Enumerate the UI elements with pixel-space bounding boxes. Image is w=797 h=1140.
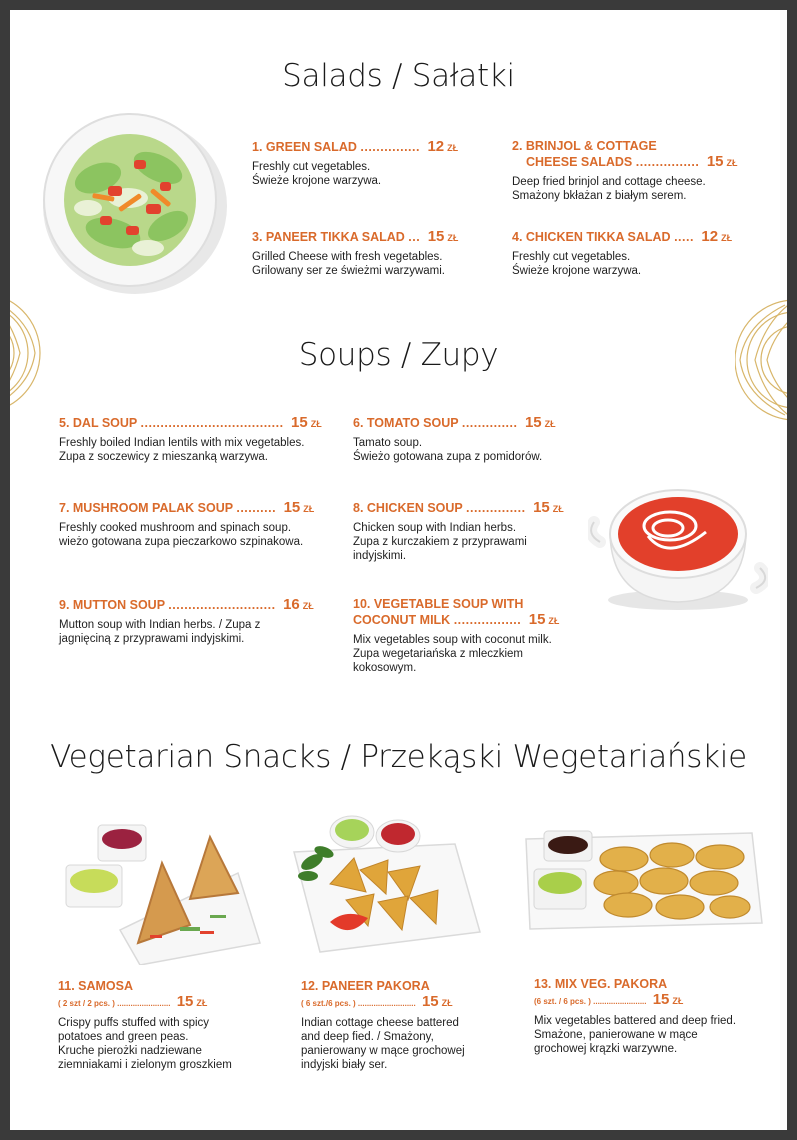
desc-line-en: Mix vegetables soup with coconut milk.: [353, 634, 552, 646]
item-name-line1: 10. VEGETABLE SOUP WITH: [353, 597, 524, 611]
item-quantity: ( 6 szt./6 pcs. ): [301, 999, 356, 1008]
item-description: [353, 521, 623, 563]
menu-item-paneer-tikka-salad: [252, 229, 522, 278]
item-title: [353, 500, 623, 517]
item-dots: ...............: [360, 140, 420, 154]
desc-line-en: Mutton soup with Indian herbs. / Zupa z: [59, 619, 261, 631]
item-description: [59, 436, 349, 464]
item-name-line1: 2. BRINJOL & COTTAGE: [512, 139, 657, 153]
desc-line-pl-cont: grochowej krązki warzywne.: [534, 1043, 678, 1055]
snacks-section-title: Vegetarian Snacks / Przekąski Wegetariańskie: [50, 739, 747, 775]
item-dots: ...........................: [168, 598, 276, 612]
item-name: 7. MUSHROOM PALAK SOUP: [59, 501, 233, 515]
item-price: 15: [283, 499, 301, 516]
item-currency: ZŁ: [196, 998, 208, 1008]
desc-line-pl: Kruche pierożki nadziewane: [58, 1045, 202, 1057]
green-salad-photo: [38, 108, 228, 298]
item-description: [301, 1016, 531, 1072]
soups-section-title: Soups / Zupy: [298, 337, 499, 373]
desc-line-pl: Świeże krojone warzywa.: [512, 265, 642, 277]
item-title: [59, 500, 349, 517]
item-dots: ..........: [236, 501, 277, 515]
item-description: [252, 160, 522, 188]
desc-line-en-cont: potatoes and green peas.: [58, 1031, 189, 1043]
item-name: 11. SAMOSA: [58, 979, 134, 993]
item-quantity-line: [534, 992, 774, 1010]
tomato-soup-photo: [588, 472, 768, 622]
item-dots: ........................: [593, 997, 647, 1006]
item-description: [512, 250, 782, 278]
item-name: 13. MIX VEG. PAKORA: [534, 977, 668, 991]
item-title: [59, 597, 349, 614]
item-price: 15: [421, 993, 439, 1010]
menu-item-vegetable-soup-coconut-milk: [353, 597, 623, 675]
desc-line-pl: Zupa wegetariańska z mleczkiem: [353, 648, 524, 660]
item-dots: ....................................: [140, 416, 284, 430]
desc-line-en: Freshly cooked mushroom and spinach soup.: [59, 522, 292, 534]
item-currency: ZŁ: [672, 996, 684, 1006]
item-quantity-line: [301, 994, 531, 1012]
desc-line-pl: Świeżo gotowana zupa z pomidorów.: [353, 451, 543, 463]
item-title: [252, 229, 522, 246]
desc-line-en: Deep fried brinjol and cottage cheese.: [512, 176, 706, 188]
item-currency: ZŁ: [302, 601, 314, 611]
salads-section-title: Salads / Sałatki: [282, 58, 515, 94]
menu-item-paneer-pakora: [301, 979, 531, 1072]
desc-line-en: Freshly cut vegetables.: [512, 251, 631, 263]
item-title: [59, 415, 349, 432]
paneer-pakora-photo: [290, 800, 485, 960]
item-description: [512, 175, 782, 203]
item-title: [252, 139, 522, 156]
item-dots: ................: [635, 155, 700, 169]
desc-line-en: Freshly cut vegetables.: [252, 161, 371, 173]
menu-item-samosa: [58, 979, 298, 1072]
desc-line-pl: Świeże krojone warzywa.: [252, 175, 382, 187]
item-price: 15: [533, 499, 550, 516]
item-currency: ZŁ: [447, 143, 459, 153]
item-dots: ...............: [466, 501, 526, 515]
desc-line-3: panierowany w mące grochowej: [301, 1045, 465, 1057]
menu-item-green-salad: [252, 139, 522, 188]
samosa-photo: [60, 815, 265, 965]
item-description: [59, 618, 349, 646]
item-dots: ...: [408, 230, 421, 244]
desc-line-pl: Smażone, panierowane w mące: [534, 1029, 698, 1041]
menu-page: [10, 10, 787, 1130]
menu-item-mutton-soup: [59, 597, 349, 646]
item-description: [252, 250, 522, 278]
item-price: 15: [524, 414, 542, 431]
item-currency: ZŁ: [548, 616, 560, 626]
desc-line-4: indyjski biały ser.: [301, 1059, 388, 1071]
desc-line-pl-cont: kokosowym.: [353, 662, 417, 674]
item-currency: ZŁ: [447, 233, 459, 243]
menu-item-tomato-soup: [353, 415, 623, 464]
item-currency: ZŁ: [310, 419, 322, 429]
item-quantity-line: [58, 994, 298, 1012]
item-price: 15: [528, 611, 546, 628]
item-title: [353, 415, 623, 432]
item-currency: ZŁ: [721, 233, 733, 243]
desc-line-pl: Zupa z kurczakiem z przyprawami: [353, 536, 527, 548]
desc-line-2: and deep fied. / Smażony,: [301, 1031, 434, 1043]
item-quantity: (6 szt. / 6 pcs. ): [534, 997, 591, 1006]
item-dots: .................: [453, 613, 522, 627]
item-price: 15: [652, 991, 670, 1008]
menu-item-chicken-tikka-salad: [512, 229, 782, 278]
item-name: 8. CHICKEN SOUP: [353, 501, 463, 515]
desc-line-pl-cont: indyjskimi.: [353, 550, 407, 562]
item-name: 3. PANEER TIKKA SALAD: [252, 230, 405, 244]
item-title: [512, 139, 782, 171]
item-dots: .....: [674, 230, 694, 244]
item-description: [58, 1016, 298, 1072]
item-name-line2: COCONUT MILK: [353, 613, 451, 627]
item-dots: ..........................: [357, 999, 416, 1008]
item-quantity: ( 2 szt / 2 pcs. ): [58, 999, 115, 1008]
item-title: [512, 229, 782, 246]
desc-line-en: Grilled Cheese with fresh vegetables.: [252, 251, 443, 263]
desc-line-en: Freshly boiled Indian lentils with mix vegetables.: [59, 437, 305, 449]
desc-line-en: Tamato soup.: [353, 437, 423, 449]
item-price: 12: [701, 228, 719, 245]
item-price: 16: [283, 596, 300, 613]
desc-line-en: Crispy puffs stuffed with spicy: [58, 1017, 210, 1029]
desc-line-pl: Grilowany ser ze świeżmi warzywami.: [252, 265, 445, 277]
item-name: 5. DAL SOUP: [59, 416, 138, 430]
item-currency: ZŁ: [544, 419, 556, 429]
item-description: [59, 521, 349, 549]
menu-item-mix-veg-pakora: [534, 977, 774, 1056]
item-price: 15: [427, 228, 445, 245]
item-currency: ZŁ: [726, 158, 738, 168]
item-price: 12: [427, 138, 445, 155]
menu-item-dal-soup: [59, 415, 349, 464]
desc-line-en: Chicken soup with Indian herbs.: [353, 522, 517, 534]
item-name: 6. TOMATO SOUP: [353, 416, 459, 430]
item-name: 1. GREEN SALAD: [252, 140, 357, 154]
menu-item-chicken-soup: [353, 500, 623, 563]
desc-line-pl: jagnięciną z przyprawami indyjskimi.: [59, 633, 245, 645]
desc-line-pl: Smażony bkłażan z białym serem.: [512, 190, 687, 202]
item-title: [353, 597, 623, 629]
item-price: 15: [706, 153, 724, 170]
item-description: [353, 436, 623, 464]
item-name: 4. CHICKEN TIKKA SALAD: [512, 230, 671, 244]
mix-veg-pakora-photo: [524, 825, 764, 935]
desc-line-pl: wieżo gotowana zupa pieczarkowo szpinakowa.: [59, 536, 304, 548]
item-description: [534, 1014, 774, 1056]
item-dots: ..............: [461, 416, 518, 430]
item-name: 12. PANEER PAKORA: [301, 979, 430, 993]
item-name: 9. MUTTON SOUP: [59, 598, 165, 612]
item-currency: ZŁ: [441, 998, 453, 1008]
menu-item-mushroom-palak-soup: [59, 500, 349, 549]
item-price: 15: [176, 993, 194, 1010]
item-currency: ZŁ: [303, 504, 315, 514]
item-price: 15: [291, 414, 308, 431]
item-currency: ZŁ: [552, 504, 564, 514]
desc-line-pl-cont: ziemniakami i zielonym groszkiem: [58, 1059, 232, 1071]
item-description: [353, 633, 623, 675]
menu-item-brinjol-cottage-cheese-salads: [512, 139, 782, 203]
desc-line-1: Indian cottage cheese battered: [301, 1017, 459, 1029]
item-dots: ........................: [117, 999, 171, 1008]
desc-line-en: Mix vegetables battered and deep fried.: [534, 1015, 737, 1027]
desc-line-pl: Zupa z soczewicy z mieszanką warzywa.: [59, 451, 268, 463]
item-name-line2: CHEESE SALADS: [526, 155, 633, 169]
